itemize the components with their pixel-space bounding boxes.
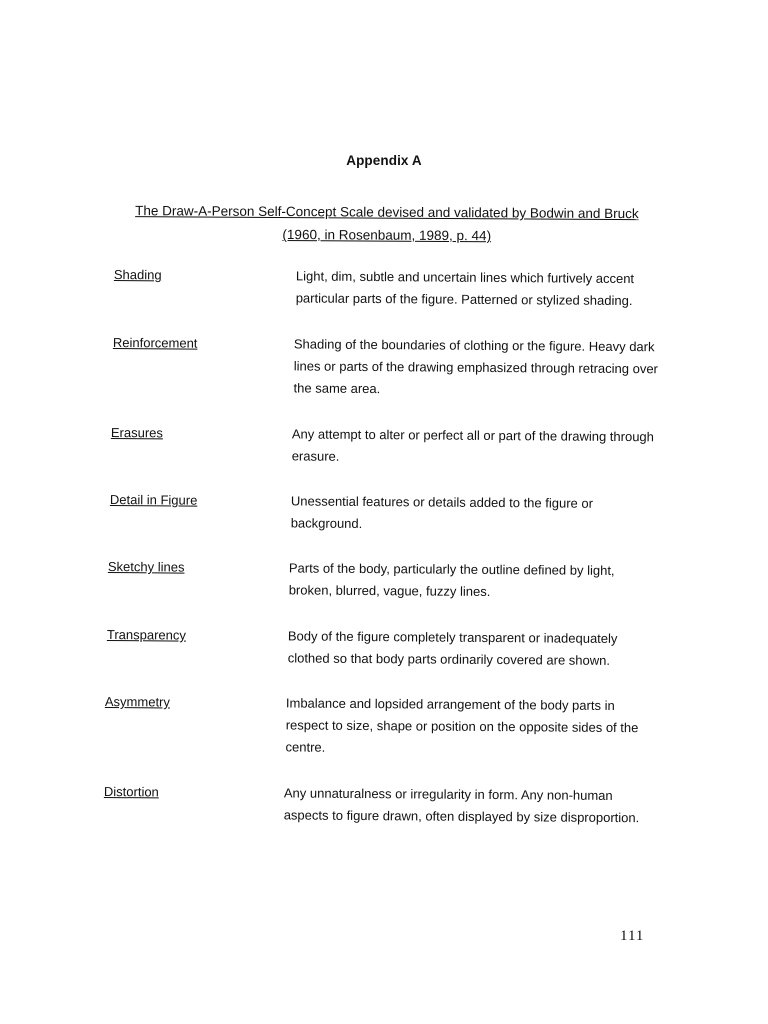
- term-sketchy-lines: Sketchy lines: [107, 558, 185, 575]
- scale-title: [120, 199, 654, 248]
- scale-entry-detail-in-figure: [109, 489, 670, 531]
- term-transparency: Transparency: [106, 626, 186, 643]
- description-transparency: Body of the figure completely transparent or inadequately clothed so that body parts ordinarily covered are shown.: [287, 628, 618, 668]
- page-number: 111: [620, 928, 645, 944]
- description-erasures: Any attempt to alter or perfect all or part of the drawing through erasure.: [291, 426, 654, 464]
- term-asymmetry: Asymmetry: [104, 693, 170, 710]
- term-shading: Shading: [113, 266, 162, 283]
- scale-entry-sketchy-lines: [107, 556, 668, 600]
- scale-title-line-2: (1960, in Rosenbaum, 1989, p. 44): [282, 226, 492, 244]
- scale-title-line-1: The Draw-A-Person Self-Concept Scale devised and validated by Bodwin and Bruck: [135, 203, 639, 222]
- term-reinforcement: Reinforcement: [112, 334, 198, 351]
- scale-entry-shading: [113, 264, 674, 309]
- description-reinforcement: Shading of the boundaries of clothing or the figure. Heavy dark lines or parts of the drawing emphasized through retracing over the same area.: [293, 336, 658, 397]
- scale-entry-asymmetry: [104, 691, 665, 755]
- appendix-heading: Appendix A: [346, 153, 422, 168]
- scale-entry-erasures: [110, 422, 671, 464]
- scale-entry-reinforcement: [112, 332, 673, 397]
- description-shading: Light, dim, subtle and uncertain lines which furtively accent particular parts of the figure. Patterned or stylized shading.: [295, 268, 635, 309]
- term-distortion: Distortion: [103, 783, 159, 800]
- term-detail-in-figure: Detail in Figure: [109, 491, 198, 508]
- description-distortion: Any unnaturalness or irregularity in form. Any non-human aspects to figure drawn, often displayed by size disproportion.: [283, 785, 640, 826]
- term-erasures: Erasures: [110, 424, 164, 441]
- description-sketchy-lines: Parts of the body, particularly the outline defined by light, broken, blurred, vague, fuzzy lines.: [288, 560, 615, 600]
- scale-entry-distortion: [103, 781, 664, 826]
- description-asymmetry: Imbalance and lopsided arrangement of the body parts in respect to size, shape or position on the opposite sides of the centre.: [285, 695, 639, 755]
- description-detail-in-figure: Unessential features or details added to the figure or background.: [290, 493, 594, 531]
- scale-entry-transparency: [106, 624, 667, 668]
